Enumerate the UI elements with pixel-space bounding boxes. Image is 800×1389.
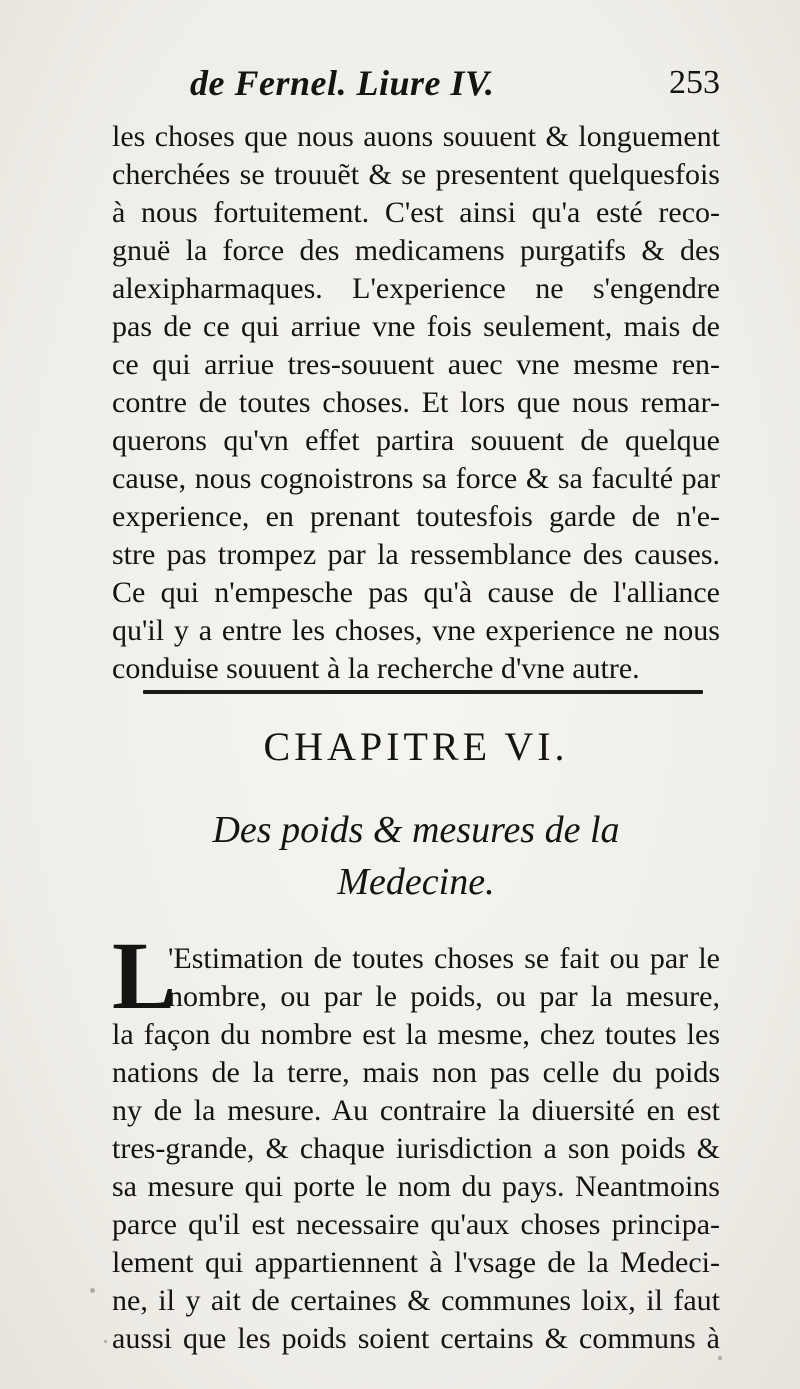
chapter-subtitle-line-1: Des poids & mesures de la <box>212 809 620 851</box>
text-line: parce qu'il est necessaire qu'aux choses principa- <box>112 1208 720 1241</box>
chapter-subtitle <box>112 804 720 908</box>
paragraph-chapter-first-lines <box>168 940 720 1016</box>
text-line: contre de toutes choses. Et lors que nous remar- <box>112 386 720 419</box>
drop-cap: L <box>112 922 177 1029</box>
text-line: les choses que nous auons souuent & longuement <box>112 120 720 153</box>
text-line: ny de la mesure. Au contraire la diuersité en est <box>112 1094 720 1127</box>
text-line: querons qu'vn effet partira souuent de quelque <box>112 424 720 457</box>
text-line: cherchées se trouuẽt & se presentent quelquesfois <box>112 158 720 191</box>
paragraph-chapter-rest-lines <box>112 1016 720 1358</box>
text-line: pas de ce qui arriue vne fois seulement, mais de <box>112 310 720 343</box>
section-divider-rule <box>143 690 703 694</box>
chapter-title: CHAPITRE VI. <box>263 724 569 769</box>
ink-speck <box>104 1340 107 1343</box>
text-line: tres-grande, & chaque iurisdiction a son poids & <box>112 1132 720 1165</box>
text-line: qu'il y a entre les choses, vne experience ne nous <box>112 614 720 647</box>
text-line: nombre, ou par le poids, ou par la mesure, <box>168 980 720 1013</box>
text-line: ce qui arriue tres-souuent auec vne mesme ren- <box>112 348 720 381</box>
text-line: à nous fortuitement. C'est ainsi qu'a esté reco- <box>112 196 720 229</box>
running-head-title: de Fernel. Liure IV. <box>190 63 495 103</box>
text-line: 'Estimation de toutes choses se fait ou par le <box>168 942 720 975</box>
text-line: aussi que les poids soient certains & communs à <box>112 1322 720 1355</box>
ink-speck <box>90 1288 95 1293</box>
text-line: conduise souuent à la recherche d'vne autre. <box>112 652 640 685</box>
text-line: gnuë la force des medicamens purgatifs & des <box>112 234 720 267</box>
text-line: la façon du nombre est la mesme, chez toutes les <box>112 1018 720 1051</box>
text-line: Ce qui n'empesche pas qu'à cause de l'alliance <box>112 576 720 609</box>
paragraph-top <box>112 118 720 688</box>
chapter-subtitle-line-2: Medecine. <box>337 861 495 903</box>
ink-speck <box>718 1356 722 1360</box>
text-line: sa mesure qui porte le nom du pays. Neantmoins <box>112 1170 720 1203</box>
text-line: alexipharmaques. L'experience ne s'engendre <box>112 272 720 305</box>
text-line: cause, nous cognoistrons sa force & sa faculté par <box>112 462 720 495</box>
text-line: stre pas trompez par la ressemblance des causes. <box>112 538 720 571</box>
text-line: lement qui appartiennent à l'vsage de la Medeci- <box>112 1246 720 1279</box>
page-number: 253 <box>669 64 720 101</box>
text-line: nations de la terre, mais non pas celle du poids <box>112 1056 720 1089</box>
running-head <box>190 62 720 112</box>
text-line: experience, en prenant toutesfois garde de n'e- <box>112 500 720 533</box>
text-line: ne, il y ait de certaines & communes loix, il faut <box>112 1284 720 1317</box>
